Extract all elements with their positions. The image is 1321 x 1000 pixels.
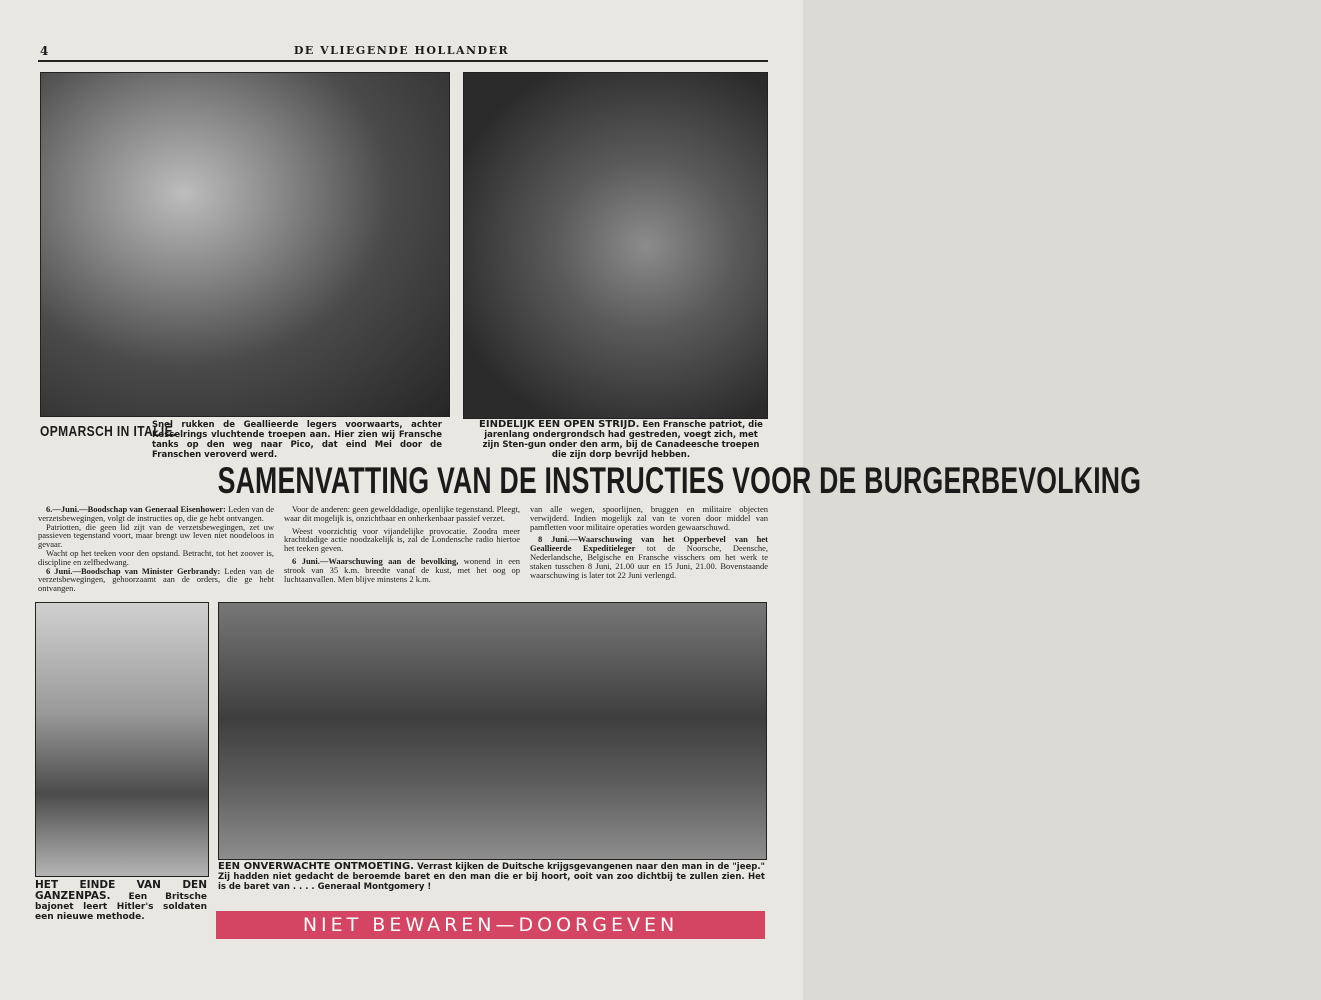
caption-title-italy: OPMARSCH IN ITALIË.	[40, 423, 177, 440]
photo-french-patriot	[463, 72, 768, 419]
header-rule	[38, 60, 768, 62]
caption-patriot	[476, 420, 766, 460]
paragraph-text: Patriotten, die geen lid zijt van de verzetsbewegingen, zet uw passieven tegenstand voort, maar brengt uw leven niet noodeloos in gevaar.	[38, 521, 274, 550]
paragraph-text: Leden van de verzetsbewegingen, volgt de instructies op, die ge hebt ontvangen.	[38, 504, 274, 523]
caption-ganzenpas	[35, 880, 207, 922]
paragraph-lead: 6 Juni.—Boodschap van Minister Gerbrandy:	[46, 565, 221, 576]
paragraph-text: Voor de anderen: geen gewelddadige, openlijke tegenstand. Pleegt, waar dit mogelijk is, onzichtbaar en onherkenbaar passief verzet.	[284, 504, 520, 523]
caption-title-ganzenpas: HET EINDE VAN DEN GANZENPAS.	[35, 879, 207, 902]
caption-text-patriot: Een Fransche patriot, die jarenlang ondergrondsch had gestreden, voegt zich, met zijn Sten-gun onder den arm, bij de Canadeesche troepen die zijn dorp bevrijd hebben.	[482, 420, 763, 460]
caption-montgomery	[218, 862, 765, 892]
column-2	[284, 505, 520, 583]
caption-title-montgomery: EEN ONVERWACHTE ONTMOETING.	[218, 861, 414, 872]
masthead: DE VLIEGENDE HOLLANDER	[293, 44, 510, 57]
headline	[38, 460, 1142, 502]
photo-tanks-italy	[40, 72, 450, 417]
paragraph-lead: 6.—Juni.—Boodschap van Generaal Eisenhower:	[46, 504, 226, 514]
column-3	[530, 505, 768, 579]
photo-prisoners-jeep	[218, 602, 767, 860]
headline-text: SAMENVATTING VAN DE INSTRUCTIES VOOR DE BURGERBEVOLKING	[217, 460, 1142, 501]
photo-surrendering-soldiers	[35, 602, 209, 877]
paragraph-text: van alle wegen, spoorlijnen, bruggen en militaire objecten verwijderd. Indien mogelijk zal van te voren door middel van pamfletten voor militaire operaties worden gewaarschuwd.	[530, 504, 768, 532]
caption-text-ganzenpas: Een Britsche bajonet leert Hitler's soldaten een nieuwe methode.	[35, 892, 207, 922]
paragraph-text: Weest voorzichtig voor vijandelijke provocatie. Zoodra meer krachtdadige actie noodzakelijk is, zal de Londensche radio hiertoe het teeken geven.	[284, 525, 520, 554]
caption-title-patriot: EINDELIJK EEN OPEN STRIJD.	[479, 419, 640, 430]
caption-text-montgomery: Verrast kijken de Duitsche krijgsgevangenen naar den man in de "jeep." Zij hadden niet gedacht de beroemde baret en den man die er bij hoort, ooit van zoo dichtbij te zullen zien. Het is de baret van . . . . Generaal Montgomery !	[218, 862, 765, 892]
paragraph-text: wonend in een strook van 35 k.m. breedte vanaf de kust, met het oog op luchtaanvallen. Men blijve minstens 2 k.m.	[284, 555, 520, 584]
column-1	[38, 505, 274, 593]
paragraph-text: Leden van de verzetsbewegingen, gehoorzaamt aan de orders, die ge hebt ontvangen.	[38, 565, 274, 594]
paragraph-text: Wacht op het teeken voor den opstand. Betracht, tot het zoover is, discipline en zelfbedwang.	[38, 547, 274, 567]
caption-italy: Snel rukken de Geallieerde legers voorwaarts, achter Kesselrings vluchtende troepen aan. Hier zien wij Fransche tanks op den weg naar Pico, dat eind Mei door de Franschen veroverd werd.	[152, 420, 442, 460]
banner-niet-bewaren: NIET BEWAREN—DOORGEVEN	[216, 911, 765, 939]
paragraph-text: tot de Noorsche, Deensche, Nederlandsche, Belgische en Fransche visschers om het werk te staken tusschen 8 Juni, 21.00 uur en 15 Juni, 21.00. Bovenstaande waarschuwing is later tot 22 Juni verlengd.	[530, 543, 768, 580]
paragraph-lead: 8 Juni.—Waarschuwing van het Opperbevel van het Geallieerde Expeditieleger	[530, 534, 768, 554]
page-number: 4	[40, 44, 49, 58]
paragraph-lead: 6 Juni.—Waarschuwing aan de bevolking,	[292, 555, 459, 566]
